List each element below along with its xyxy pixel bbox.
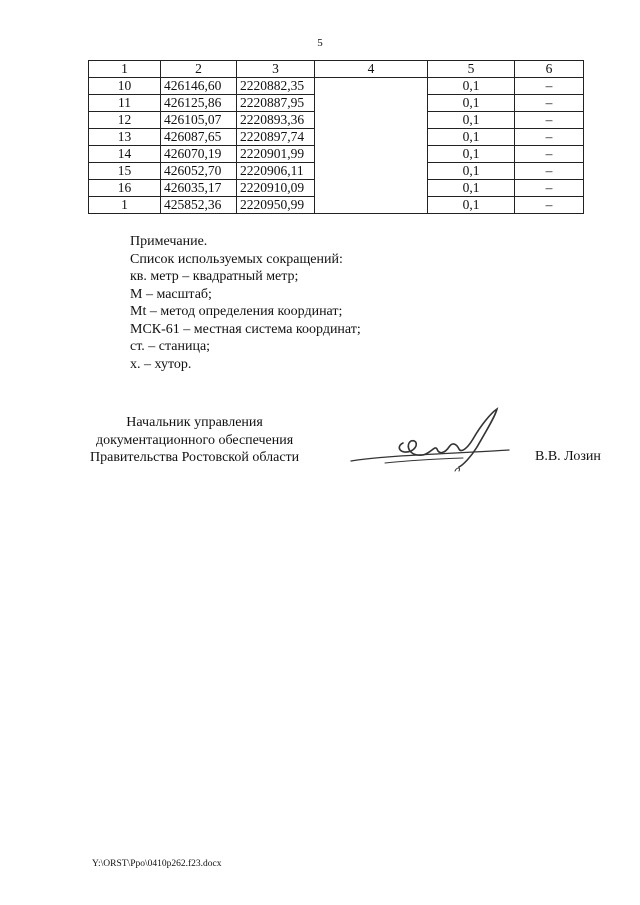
- note-line: Список используемых сокращений:: [130, 251, 343, 267]
- x-coordinate-cell: 426070,19: [161, 146, 237, 163]
- file-path-footer: Y:\ORST\Ppo\0410p262.f23.docx: [92, 859, 222, 869]
- point-number-cell: 14: [89, 146, 161, 163]
- x-coordinate-cell: 426146,60: [161, 78, 237, 95]
- column-6-cell: –: [515, 197, 584, 214]
- column-header: 1: [89, 61, 161, 78]
- accuracy-cell: 0,1: [428, 180, 515, 197]
- table-header-row: [89, 61, 584, 78]
- note-line: М – масштаб;: [130, 286, 212, 302]
- accuracy-cell: 0,1: [428, 95, 515, 112]
- point-number-cell: 1: [89, 197, 161, 214]
- x-coordinate-cell: 426087,65: [161, 129, 237, 146]
- y-coordinate-cell: 2220887,95: [237, 95, 315, 112]
- column-6-cell: –: [515, 146, 584, 163]
- point-number-cell: 13: [89, 129, 161, 146]
- y-coordinate-cell: 2220893,36: [237, 112, 315, 129]
- note-title: Примечание.: [130, 234, 208, 249]
- accuracy-cell: 0,1: [428, 78, 515, 95]
- accuracy-cell: 0,1: [428, 112, 515, 129]
- note-line: ст. – станица;: [130, 339, 211, 354]
- column-6-cell: –: [515, 78, 584, 95]
- position-line: Правительства Ростовской области: [90, 450, 300, 465]
- accuracy-cell: 0,1: [428, 146, 515, 163]
- point-number-cell: 11: [89, 95, 161, 112]
- signatory-name: В.В. Лозин: [535, 449, 601, 464]
- note-line: кв. метр – квадратный метр;: [130, 269, 299, 284]
- note-line: Mt – метод определения координат;: [130, 304, 343, 319]
- y-coordinate-cell: 2220882,35: [237, 78, 315, 95]
- column-6-cell: –: [515, 95, 584, 112]
- y-coordinate-cell: 2220910,09: [237, 180, 315, 197]
- x-coordinate-cell: 426125,86: [161, 95, 237, 112]
- signatory-position: [90, 414, 299, 467]
- note-line: х. – хутор.: [130, 356, 192, 372]
- y-coordinate-cell: 2220901,99: [237, 146, 315, 163]
- column-6-cell: –: [515, 112, 584, 129]
- table-row: [89, 78, 584, 95]
- point-number-cell: 10: [89, 78, 161, 95]
- page-number: 5: [317, 37, 323, 49]
- column-header: 6: [515, 61, 584, 78]
- coordinates-table: [88, 60, 584, 214]
- column-header: 3: [237, 61, 315, 78]
- point-number-cell: 15: [89, 163, 161, 180]
- column-header: 2: [161, 61, 237, 78]
- column-6-cell: –: [515, 180, 584, 197]
- point-number-cell: 12: [89, 112, 161, 129]
- y-coordinate-cell: 2220906,11: [237, 163, 315, 180]
- merged-column-4-cell: [315, 78, 428, 214]
- x-coordinate-cell: 426035,17: [161, 180, 237, 197]
- position-line: документационного обеспечения: [95, 432, 294, 448]
- y-coordinate-cell: 2220950,99: [237, 197, 315, 214]
- accuracy-cell: 0,1: [428, 129, 515, 146]
- note-line: МСК-61 – местная система координат;: [130, 321, 361, 337]
- x-coordinate-cell: 426052,70: [161, 163, 237, 180]
- accuracy-cell: 0,1: [428, 197, 515, 214]
- x-coordinate-cell: 425852,36: [161, 197, 237, 214]
- x-coordinate-cell: 426105,07: [161, 112, 237, 129]
- y-coordinate-cell: 2220897,74: [237, 129, 315, 146]
- point-number-cell: 16: [89, 180, 161, 197]
- handwritten-signature: [345, 405, 515, 480]
- accuracy-cell: 0,1: [428, 163, 515, 180]
- column-header: 4: [315, 61, 428, 78]
- column-6-cell: –: [515, 163, 584, 180]
- column-header: 5: [428, 61, 515, 78]
- abbreviations-note: [130, 233, 361, 373]
- column-6-cell: –: [515, 129, 584, 146]
- position-line: Начальник управления: [126, 415, 263, 430]
